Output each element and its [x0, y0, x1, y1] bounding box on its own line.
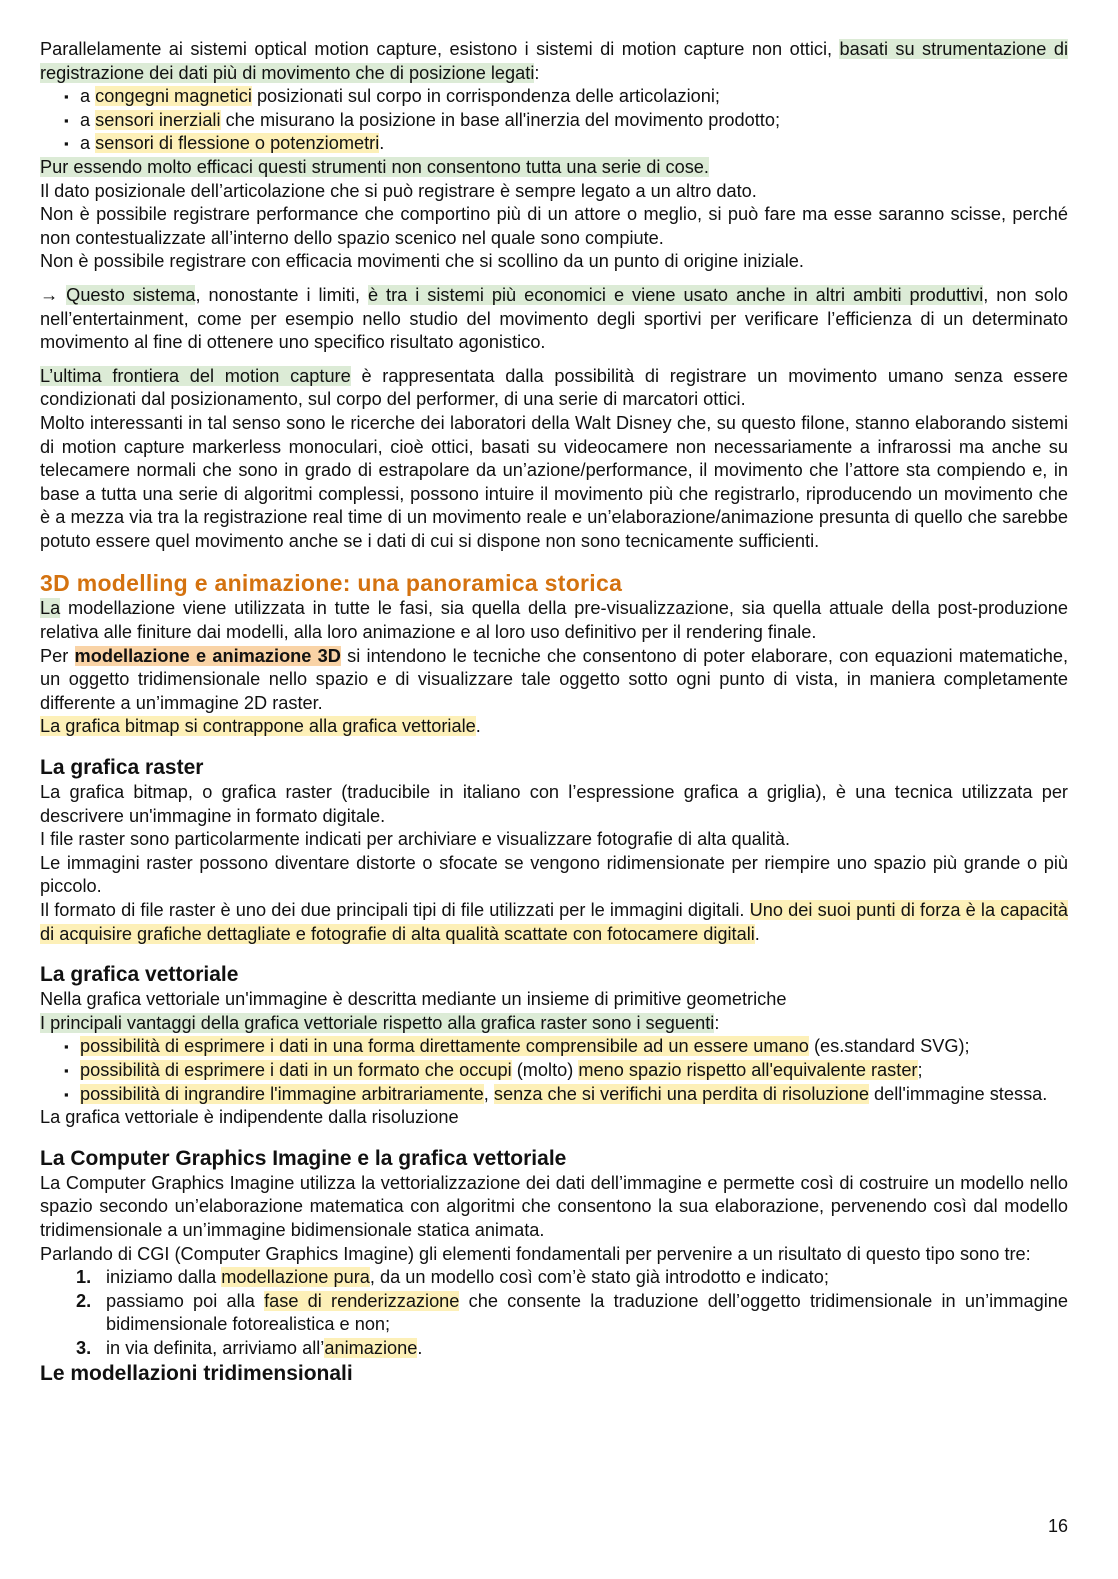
paragraph-vector-def: Nella grafica vettoriale un'immagine è descritta mediante un insieme di primitive geometriche	[40, 989, 787, 1010]
list-item: ▪ a sensori di flessione o potenziometri.	[64, 132, 1068, 156]
heading-grafica-vettoriale: La grafica vettoriale	[40, 963, 239, 987]
paragraph-last-frontier: L’ultima frontiera del motion capture è rappresentata dalla possibilità di registrare un movimento umano senza essere condizionati dal posizionamento, sul corpo del performer, di una serie di marcatori ottici.	[40, 365, 1069, 410]
list-item: ▪ possibilità di esprimere i dati in una forma direttamente comprensibile ad un essere umano (es.standard SVG);	[64, 1035, 1068, 1059]
paragraph-cgi-elements: Parlando di CGI (Computer Graphics Imagine) gli elementi fondamentali per pervenire a un risultato di questo tipo sono tre:	[40, 1243, 1031, 1264]
vector-advantages-list	[40, 1035, 1068, 1106]
cgi-steps-list	[40, 1266, 1068, 1360]
paragraph-limits: Pur essendo molto efficaci questi strumenti non consentono tutta una serie di cose.	[40, 156, 709, 177]
page-content	[40, 38, 1068, 1387]
paragraph-raster-format: Il formato di file raster è uno dei due principali tipi di file utilizzati per le immagini digitali. Uno dei suoi punti di forza è la capacità di acquisire grafiche dettagliate e fotografie di alta qualità scattate con fotocamere digitali.	[40, 900, 1068, 944]
paragraph-disney-research: Molto interessanti in tal senso sono le ricerche dei laboratori della Walt Disney che, su questo filone, stanno elaborando sistemi di motion capture markerless monoculari, cioè ottici, basati su videocamere non necessariamente a infrarossi ma anche su telecamere normali che sono in grado di estrapolare da un’azione/performance, il movimento che l’attore sta compiendo e, in base a tutta una serie di algoritmi complessi, possono intuire il movimento più che registrarlo, riproducendo un movimento che è a mezza via tra la registrazione real time di un movimento reale e un’elaborazione/animazione presunta di quello che sarebbe potuto essere quel movimento anche se i dati di cui si dispone non sono tecnicamente sufficienti.	[40, 412, 1068, 551]
list-item: ▪ a sensori inerziali che misurano la posizione in base all'inerzia del movimento prodotto;	[64, 109, 1068, 133]
paragraph-origin: Non è possibile registrare con efficacia movimenti che si scollino da un punto di origine iniziale.	[40, 251, 804, 272]
non-optical-devices-list	[40, 85, 1068, 156]
list-item: 3. in via definita, arriviamo all’animazione.	[76, 1337, 423, 1358]
heading-cgi: La Computer Graphics Imagine e la grafica vettoriale	[40, 1146, 567, 1170]
list-item: 1. iniziamo dalla modellazione pura, da un modello così com’è stato già introdotto e indicato;	[76, 1267, 829, 1288]
paragraph-bitmap-vs-vector: La grafica bitmap si contrappone alla grafica vettoriale.	[40, 716, 481, 737]
list-item: ▪ possibilità di esprimere i dati in un formato che occupi (molto) meno spazio rispetto all'equivalente raster;	[64, 1059, 1068, 1083]
paragraph-raster-photos: I file raster sono particolarmente indicati per archiviare e visualizzare fotografie di alta qualità.	[40, 829, 791, 850]
paragraph-non-optical-intro: Parallelamente ai sistemi optical motion capture, esistono i sistemi di motion capture non ottici, basati su strumentazione di registrazione dei dati più di movimento che di posizione legati:	[40, 39, 1068, 83]
paragraph-economic: → Questo sistema, nonostante i limiti, è tra i sistemi più economici e viene usato anche in altri ambiti produttivi, non solo nell’entertainment, come per esempio nello studio del movimento degli sportivi per verificare l’efficienza di un determinato movimento al fine di ottenere uno specifico risultato agonistico.	[40, 284, 1068, 353]
paragraph-definition-3d: Per modellazione e animazione 3D si intendono le tecniche che consentono di poter elaborare, con equazioni matematiche, un oggetto tridimensionale nello spazio e di visualizzare tale oggetto sotto ogni punto di vista, in maniera completamente differente a un’immagine 2D raster.	[40, 645, 1068, 713]
paragraph-modellazione: La modellazione viene utilizzata in tutte le fasi, sia quella della pre-visualizzazione, sia quella attuale della post-produzione relativa alle finiture dai modelli, alla loro animazione e al loro uso definitivo per il rendering finale.	[40, 598, 1068, 643]
paragraph-vector-resolution: La grafica vettoriale è indipendente dalla risoluzione	[40, 1107, 459, 1128]
paragraph-positional-data: Il dato posizionale dell’articolazione che si può registrare è sempre legato a un altro dato.	[40, 180, 757, 201]
section-title-3d-modelling: 3D modelling e animazione: una panoramica storica	[40, 570, 623, 597]
paragraph-raster-distortion: Le immagini raster possono diventare distorte o sfocate se vengono ridimensionate per riempire uno spazio più grande o più piccolo.	[40, 852, 1068, 897]
heading-modellazioni-tridimensionali: Le modellazioni tridimensionali	[40, 1361, 353, 1385]
page-number: 16	[1047, 1516, 1068, 1536]
paragraph-multi-actor: Non è possibile registrare performance che comportino più di un attore o meglio, si può fare ma esse saranno scisse, perché non contestualizzate all’interno dello spazio scenico nel quale sono compiute.	[40, 204, 1068, 248]
heading-grafica-raster: La grafica raster	[40, 756, 204, 780]
paragraph-vector-advantages: I principali vantaggi della grafica vettoriale rispetto alla grafica raster sono i seguenti:	[40, 1012, 720, 1033]
paragraph-raster-def: La grafica bitmap, o grafica raster (traducibile in italiano con l’espressione grafica a griglia), è una tecnica utilizzata per descrivere un'immagine in formato digitale.	[40, 782, 1068, 826]
paragraph-cgi-def: La Computer Graphics Imagine utilizza la vettorializzazione dei dati dell’immagine e permette così di costruire un modello nello spazio secondo un’elaborazione matematica con algoritmi che consentono la sua elaborazione, pervenendo così dal modello tridimensionale a un’immagine bidimensionale statica animata.	[40, 1172, 1068, 1240]
list-item: ▪ possibilità di ingrandire l'immagine arbitrariamente, senza che si verifichi una perdita di risoluzione dell'immagine stessa.	[64, 1083, 1068, 1107]
list-item: 2. passiamo poi alla fase di renderizzazione che consente la traduzione dell’oggetto tridimensionale in un’immagine bidimensionale fotorealistica e non;	[76, 1290, 1068, 1335]
list-item: ▪ a congegni magnetici posizionati sul corpo in corrispondenza delle articolazioni;	[64, 85, 1068, 109]
highlight-green: basati su strumentazione di registrazione dei dati più di movimento che di posizione legati	[40, 39, 1068, 83]
